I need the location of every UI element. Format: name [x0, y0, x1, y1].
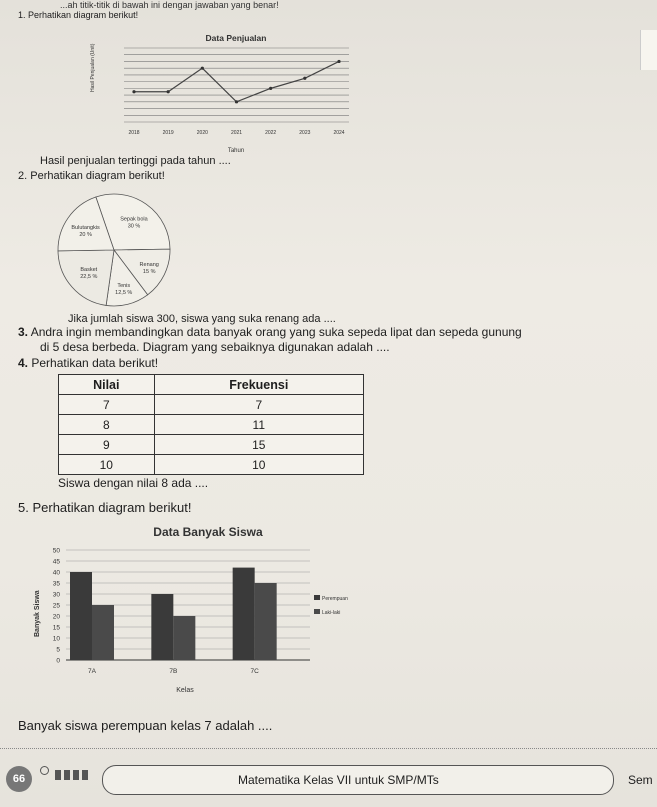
- table-header-row: [59, 375, 364, 395]
- line-chart-penjualan: [84, 30, 364, 155]
- adjacent-page-edge: [640, 30, 657, 70]
- line-chart-point: [337, 60, 340, 63]
- bar-chart-xtick: 7B: [169, 668, 178, 675]
- question-5-text: Perhatikan diagram berikut!: [32, 500, 192, 515]
- bar-chart-ytick: 0: [56, 657, 60, 665]
- bar-chart-legend-swatch: [314, 595, 320, 600]
- pie-slice-label: Basket: [80, 267, 98, 274]
- pie-slice-value: 22,5 %: [80, 274, 98, 281]
- bar-chart-title: Data Banyak Siswa: [153, 525, 263, 539]
- bar-chart-bar: [233, 568, 255, 660]
- footer-circle-decoration: [40, 766, 49, 775]
- bar-chart-ytick: 30: [52, 591, 60, 599]
- line-chart-point: [269, 87, 272, 90]
- pie-slice-value: 12,5 %: [115, 289, 133, 296]
- bar-chart-ytick: 25: [52, 602, 60, 610]
- pie-slice-label: Sepak bola: [120, 216, 148, 223]
- line-chart-ylabel: Hasil Penjualan (Unit): [90, 43, 96, 92]
- table-cell-frekuensi: 11: [154, 415, 363, 435]
- line-chart-xtick: 2022: [265, 130, 277, 136]
- footer-bars-decoration: [55, 770, 88, 780]
- line-chart-point: [132, 90, 135, 93]
- bar-chart-ytick: 15: [52, 624, 60, 632]
- question-1-prompt: [18, 10, 138, 20]
- bar-chart-banyak-siswa: [30, 522, 360, 702]
- line-chart-xtick: 2018: [128, 130, 140, 136]
- bar-chart-xtick: 7C: [250, 668, 259, 675]
- question-4-number: 4.: [18, 356, 29, 370]
- question-5-question: Banyak siswa perempuan kelas 7 adalah ....: [18, 718, 273, 733]
- table-header-nilai: Nilai: [59, 375, 155, 395]
- table-cell-frekuensi: 15: [154, 435, 363, 455]
- question-2-prompt: [18, 170, 165, 182]
- line-chart-xtick: 2021: [230, 130, 243, 136]
- pie-slice-value: 30 %: [127, 223, 141, 230]
- bar-chart-legend-swatch: [314, 609, 320, 614]
- table-cell-frekuensi: 10: [154, 455, 363, 475]
- line-chart-point: [167, 90, 170, 93]
- question-3-number: 3.: [18, 325, 29, 339]
- frequency-table: [58, 374, 364, 475]
- question-1-question: Hasil penjualan tertinggi pada tahun ....: [40, 155, 231, 167]
- table-row: [59, 435, 364, 455]
- dotted-divider: [0, 748, 657, 749]
- table-cell-nilai: 8: [59, 415, 155, 435]
- pie-slice-value: 20 %: [79, 232, 92, 239]
- table-header-frekuensi: Frekuensi: [154, 375, 363, 395]
- question-4-prompt: [18, 356, 158, 370]
- bar-chart-xlabel: Kelas: [176, 687, 194, 694]
- line-chart-point: [201, 67, 204, 70]
- question-3-text-1: Andra ingin membandingkan data banyak orang yang suka sepeda lipat dan sepeda gunung: [30, 325, 522, 339]
- line-chart-point: [235, 100, 238, 103]
- pie-slice-label: Renang: [139, 262, 159, 269]
- table-cell-frekuensi: 7: [154, 395, 363, 415]
- pie-chart-olahraga: [42, 188, 242, 308]
- table-cell-nilai: 10: [59, 455, 155, 475]
- bar-chart-bar: [92, 605, 114, 660]
- bar-chart-xtick: 7A: [88, 668, 96, 675]
- bar-chart-ytick: 50: [52, 547, 60, 555]
- question-3-line-2: di 5 desa berbeda. Diagram yang sebaiknya digunakan adalah ....: [40, 340, 390, 354]
- question-2-number: 2.: [18, 170, 28, 182]
- page-number: 66: [6, 766, 32, 792]
- pie-slice-value: 15 %: [142, 269, 156, 276]
- line-chart-xtick: 2024: [333, 130, 345, 136]
- line-chart-xlabel: Tahun: [227, 148, 245, 154]
- question-5-prompt: [18, 500, 191, 515]
- line-chart-xtick: 2023: [299, 130, 311, 136]
- question-5-number: 5.: [18, 500, 29, 515]
- table-row: [59, 415, 364, 435]
- bar-chart-ytick: 20: [52, 613, 60, 621]
- question-2-text: Perhatikan diagram berikut!: [30, 170, 165, 182]
- footer-semester: Sem: [628, 773, 653, 787]
- question-1-number: 1.: [18, 10, 26, 20]
- bar-chart-legend-label: Laki-laki: [322, 610, 341, 616]
- bar-chart-ytick: 40: [52, 569, 60, 577]
- bar-chart-bar: [255, 583, 277, 660]
- bar-chart-ytick: 5: [56, 646, 60, 654]
- line-chart-point: [303, 77, 306, 80]
- question-4-text: Perhatikan data berikut!: [31, 356, 159, 370]
- bar-chart-bar: [173, 616, 195, 660]
- line-chart-xtick: 2019: [162, 130, 174, 136]
- table-cell-nilai: 9: [59, 435, 155, 455]
- bar-chart-ylabel: Banyak Siswa: [34, 590, 41, 637]
- line-chart-xtick: 2020: [196, 130, 208, 136]
- question-2-question: Jika jumlah siswa 300, siswa yang suka renang ada ....: [68, 313, 336, 325]
- bar-chart-ytick: 35: [52, 580, 60, 588]
- bar-chart-ytick: 45: [52, 558, 60, 566]
- footer-book-title: Matematika Kelas VII untuk SMP/MTs: [238, 773, 439, 787]
- pie-slice-label: Bulutangkis: [71, 225, 100, 232]
- bar-chart-bar: [151, 594, 173, 660]
- bar-chart-legend-label: Perempuan: [322, 596, 348, 602]
- instruction-header: ...ah titik-titik di bawah ini dengan jawaban yang benar!: [60, 0, 279, 10]
- bar-chart-bar: [70, 572, 92, 660]
- question-3-line-1: [18, 325, 522, 339]
- bar-chart-ytick: 10: [52, 635, 60, 643]
- question-1-text: Perhatikan diagram berikut!: [28, 10, 139, 20]
- table-row: [59, 395, 364, 415]
- table-cell-nilai: 7: [59, 395, 155, 415]
- pie-slice-label: Tenis: [117, 282, 131, 289]
- table-row: [59, 455, 364, 475]
- question-4-question: Siswa dengan nilai 8 ada ....: [58, 476, 209, 490]
- line-chart-title: Data Penjualan: [205, 33, 267, 43]
